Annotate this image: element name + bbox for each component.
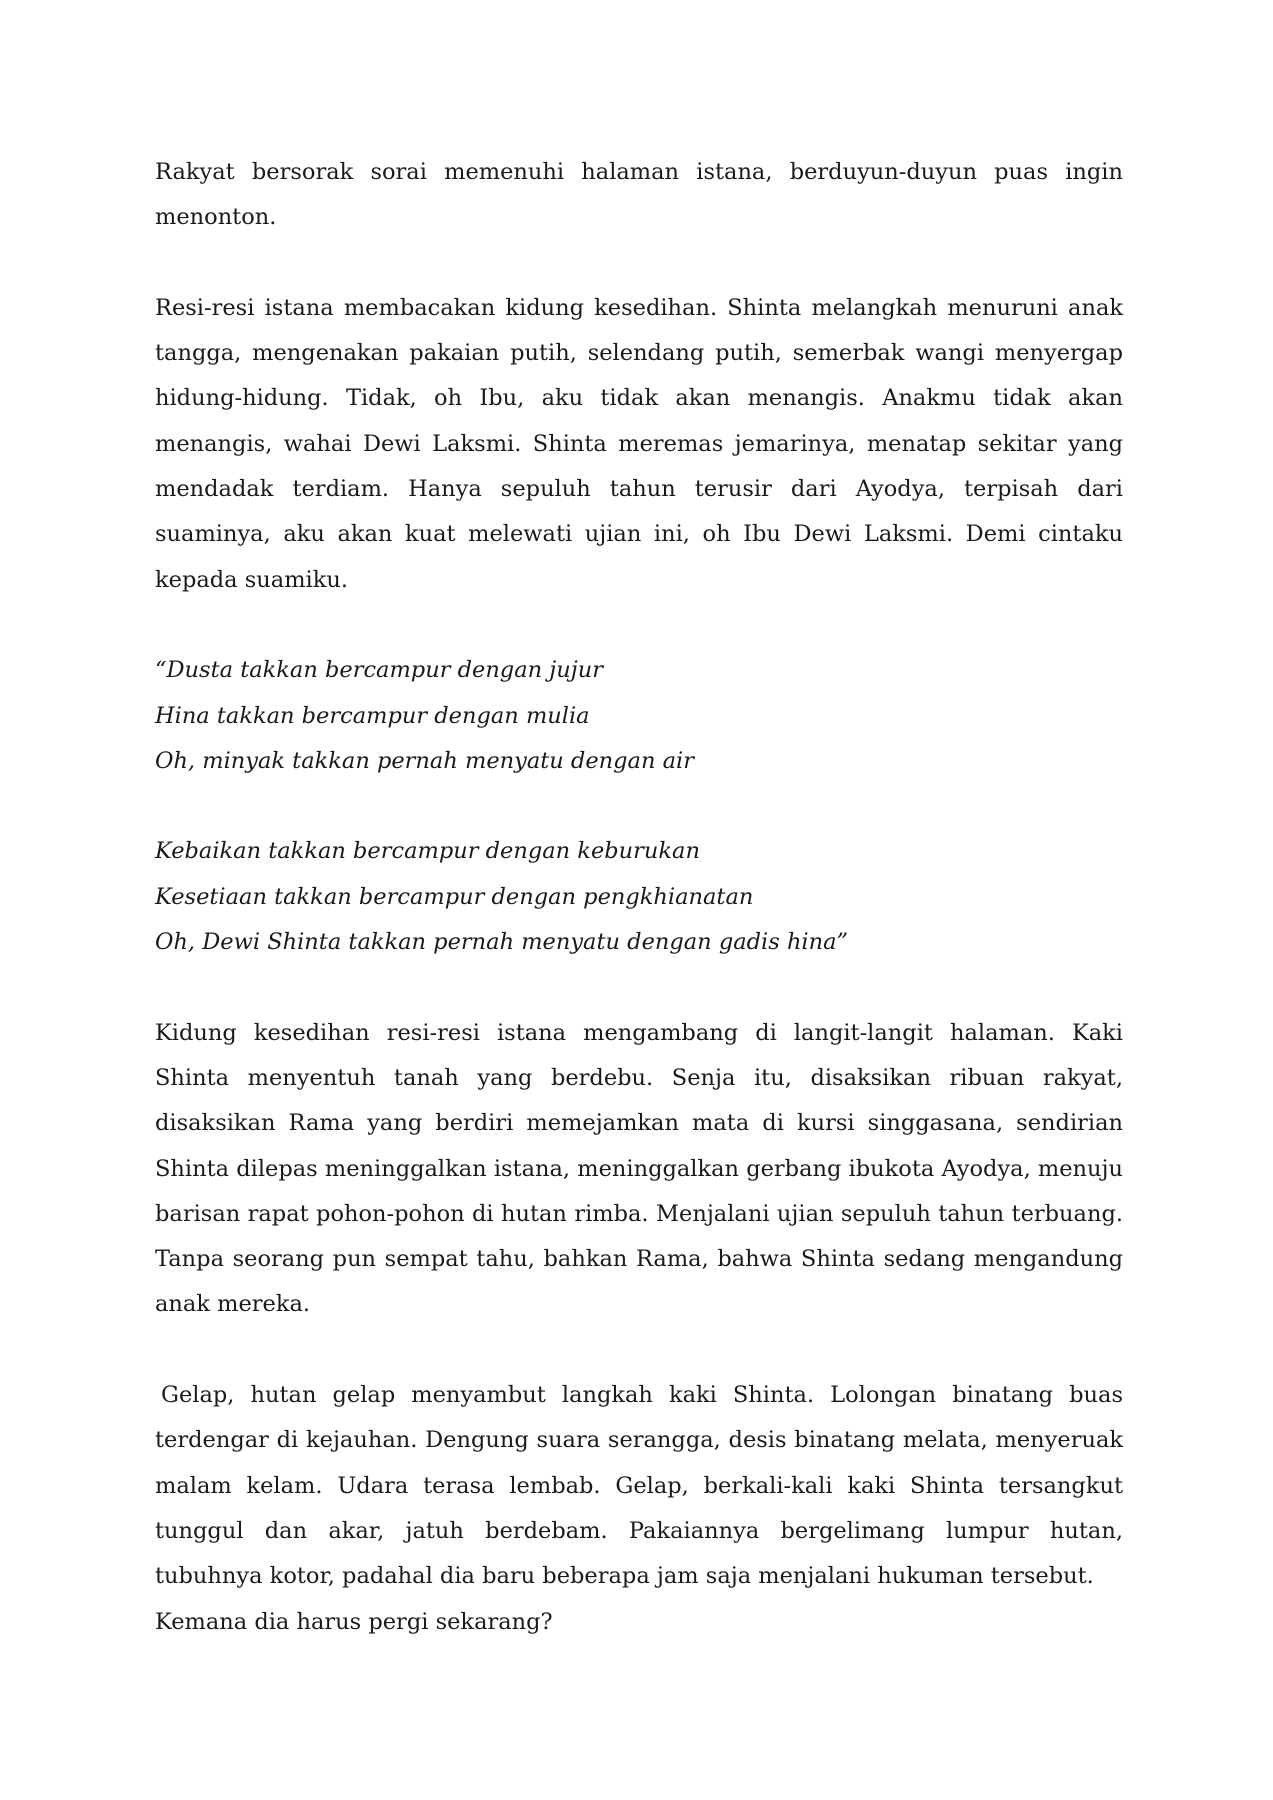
poem-line: “Dusta takkan bercampur dengan jujur [155,657,603,684]
poem-line: Hina takkan bercampur dengan mulia [155,702,590,729]
poem-stanza-2 [155,829,1123,965]
paragraph-dark-forest: Gelap, hutan gelap menyambut langkah kaki Shinta. Lolongan binatang buas terdengar di kejauhan. Dengung suara serangga, desis binatang melata, menyeruak malam kelam. Udara terasa lembab. Gelap, berkali-kali kaki Shinta tersangkut tunggul dan akar, jatuh berdebam. Pakaiannya bergelimang lumpur hutan, tubuhnya kotor, padahal dia baru beberapa jam saja menjalani hukuman tersebut. [155,1382,1123,1590]
poem-stanza-1 [155,648,1123,784]
paragraph-crowd: Rakyat bersorak sorai memenuhi halaman istana, berduyun-duyun puas ingin menonton. [155,159,1123,231]
poem-line: Kebaikan takkan bercampur dengan keburukan [155,838,700,865]
poem-line: Kesetiaan takkan bercampur dengan pengkhianatan [155,883,754,910]
paragraph-exile: Kidung kesedihan resi-resi istana mengambang di langit-langit halaman. Kaki Shinta menyentuh tanah yang berdebu. Senja itu, disaksikan ribuan rakyat, disaksikan Rama yang berdiri memejamkan mata di kursi singgasana, sendirian Shinta dilepas meninggalkan istana, meninggalkan gerbang ibukota Ayodya, menuju barisan rapat pohon-pohon di hutan rimba. Menjalani ujian sepuluh tahun terbuang. Tanpa seorang pun sempat tahu, bahkan Rama, bahwa Shinta sedang mengandung anak mereka. [155,1019,1123,1318]
poem-line: Oh, minyak takkan pernah menyatu dengan air [155,747,694,774]
paragraph-shinta-descends: Resi-resi istana membacakan kidung kesedihan. Shinta melangkah menuruni anak tangga, mengenakan pakaian putih, selendang putih, semerbak wangi menyergap hidung-hidung. Tidak, oh Ibu, aku tidak akan menangis. Anakmu tidak akan menangis, wahai Dewi Laksmi. Shinta meremas jemarinya, menatap sekitar yang mendadak terdiam. Hanya sepuluh tahun terusir dari Ayodya, terpisah dari suaminya, aku akan kuat melewati ujian ini, oh Ibu Dewi Laksmi. Demi cintaku kepada suamiku. [155,294,1123,593]
poem-line: Oh, Dewi Shinta takkan pernah menyatu dengan gadis hina” [155,929,849,956]
paragraph-question: Kemana dia harus pergi sekarang? [155,1608,553,1635]
document-body [155,150,1123,1645]
